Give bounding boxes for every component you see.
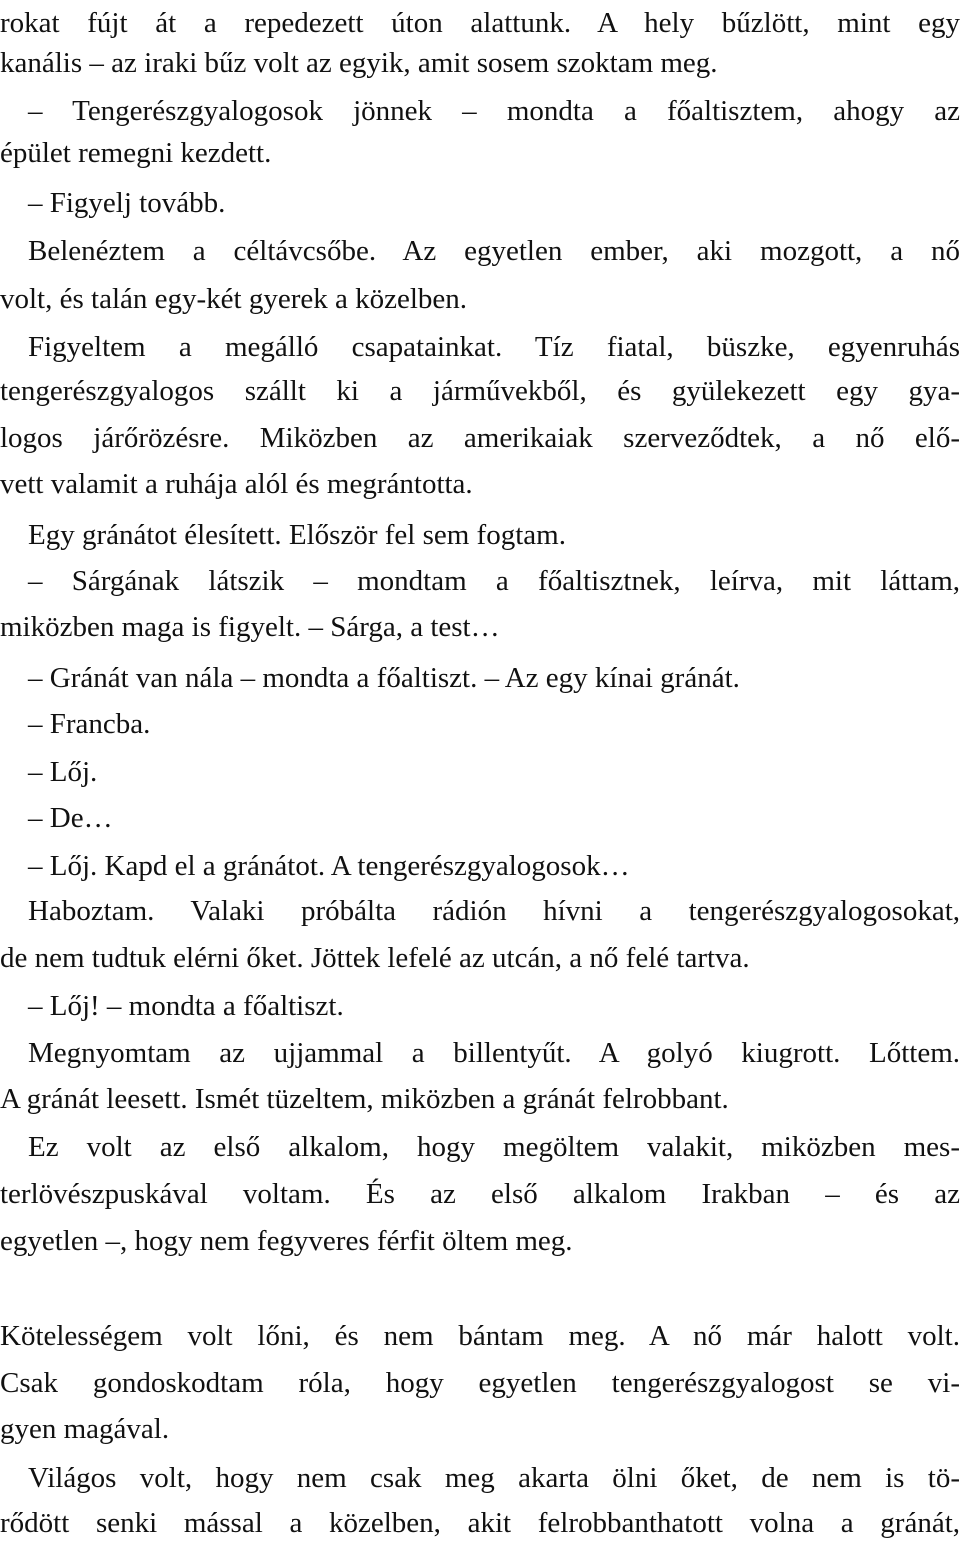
text-line: – Lőj. bbox=[28, 756, 98, 788]
text-line: rokat fújt át a repedezett úton alattunk. A hely bűzlött, mint egy bbox=[0, 7, 960, 39]
text-line: Figyeltem a megálló csapatainkat. Tíz fiatal, büszke, egyenruhás bbox=[28, 331, 960, 363]
text-line: rődött senki mással a közelben, akit felrobbanthatott volna a gránát, bbox=[0, 1507, 960, 1539]
text-line: Világos volt, hogy nem csak meg akarta ölni őket, de nem is tö- bbox=[28, 1462, 960, 1494]
text-line: Ez volt az első alkalom, hogy megöltem valakit, miközben mes- bbox=[28, 1131, 960, 1163]
text-line: – Sárgának látszik – mondtam a főaltisztnek, leírva, mit láttam, bbox=[28, 565, 960, 597]
text-line: kanális – az iraki bűz volt az egyik, amit sosem szoktam meg. bbox=[0, 47, 718, 79]
text-line: egyetlen –, hogy nem fegyveres férfit öltem meg. bbox=[0, 1225, 573, 1257]
text-line: Haboztam. Valaki próbálta rádión hívni a tengerészgyalogosokat, bbox=[28, 895, 960, 927]
text-line: Kötelességem volt lőni, és nem bántam meg. A nő már halott volt. bbox=[0, 1320, 960, 1352]
text-line: épület remegni kezdett. bbox=[0, 137, 272, 169]
text-line: – Lőj! – mondta a főaltiszt. bbox=[28, 990, 344, 1022]
text-line: A gránát leesett. Ismét tüzeltem, miközben a gránát felrobbant. bbox=[0, 1083, 729, 1115]
text-line: tengerészgyalogos szállt ki a járművekből, és gyülekezett egy gya- bbox=[0, 375, 960, 407]
text-line: de nem tudtuk elérni őket. Jöttek lefelé az utcán, a nő felé tartva. bbox=[0, 942, 750, 974]
text-line: – De… bbox=[28, 802, 113, 834]
text-line: – Lőj. Kapd el a gránátot. A tengerészgyalogosok… bbox=[28, 850, 630, 882]
text-line: volt, és talán egy-két gyerek a közelben. bbox=[0, 283, 468, 315]
text-line: Belenéztem a céltávcsőbe. Az egyetlen ember, aki mozgott, a nő bbox=[28, 235, 960, 267]
text-line: Csak gondoskodtam róla, hogy egyetlen tengerészgyalogost se vi- bbox=[0, 1367, 960, 1399]
text-line: gyen magával. bbox=[0, 1413, 170, 1445]
text-line: – Francba. bbox=[28, 708, 151, 740]
text-line: miközben maga is figyelt. – Sárga, a test… bbox=[0, 611, 500, 643]
text-line: – Tengerészgyalogosok jönnek – mondta a főaltisztem, ahogy az bbox=[28, 95, 960, 127]
text-line: vett valamit a ruhája alól és megrántotta. bbox=[0, 468, 473, 500]
text-line: terlövészpuskával voltam. És az első alkalom Irakban – és az bbox=[0, 1178, 960, 1210]
text-line: Egy gránátot élesített. Először fel sem fogtam. bbox=[28, 519, 566, 551]
text-line: logos járőrözésre. Miközben az amerikaiak szerveződtek, a nő elő- bbox=[0, 422, 960, 454]
text-line: – Figyelj tovább. bbox=[28, 187, 226, 219]
text-line: – Gránát van nála – mondta a főaltiszt. – Az egy kínai gránát. bbox=[28, 662, 740, 694]
text-line: Megnyomtam az ujjammal a billentyűt. A golyó kiugrott. Lőttem. bbox=[28, 1037, 960, 1069]
